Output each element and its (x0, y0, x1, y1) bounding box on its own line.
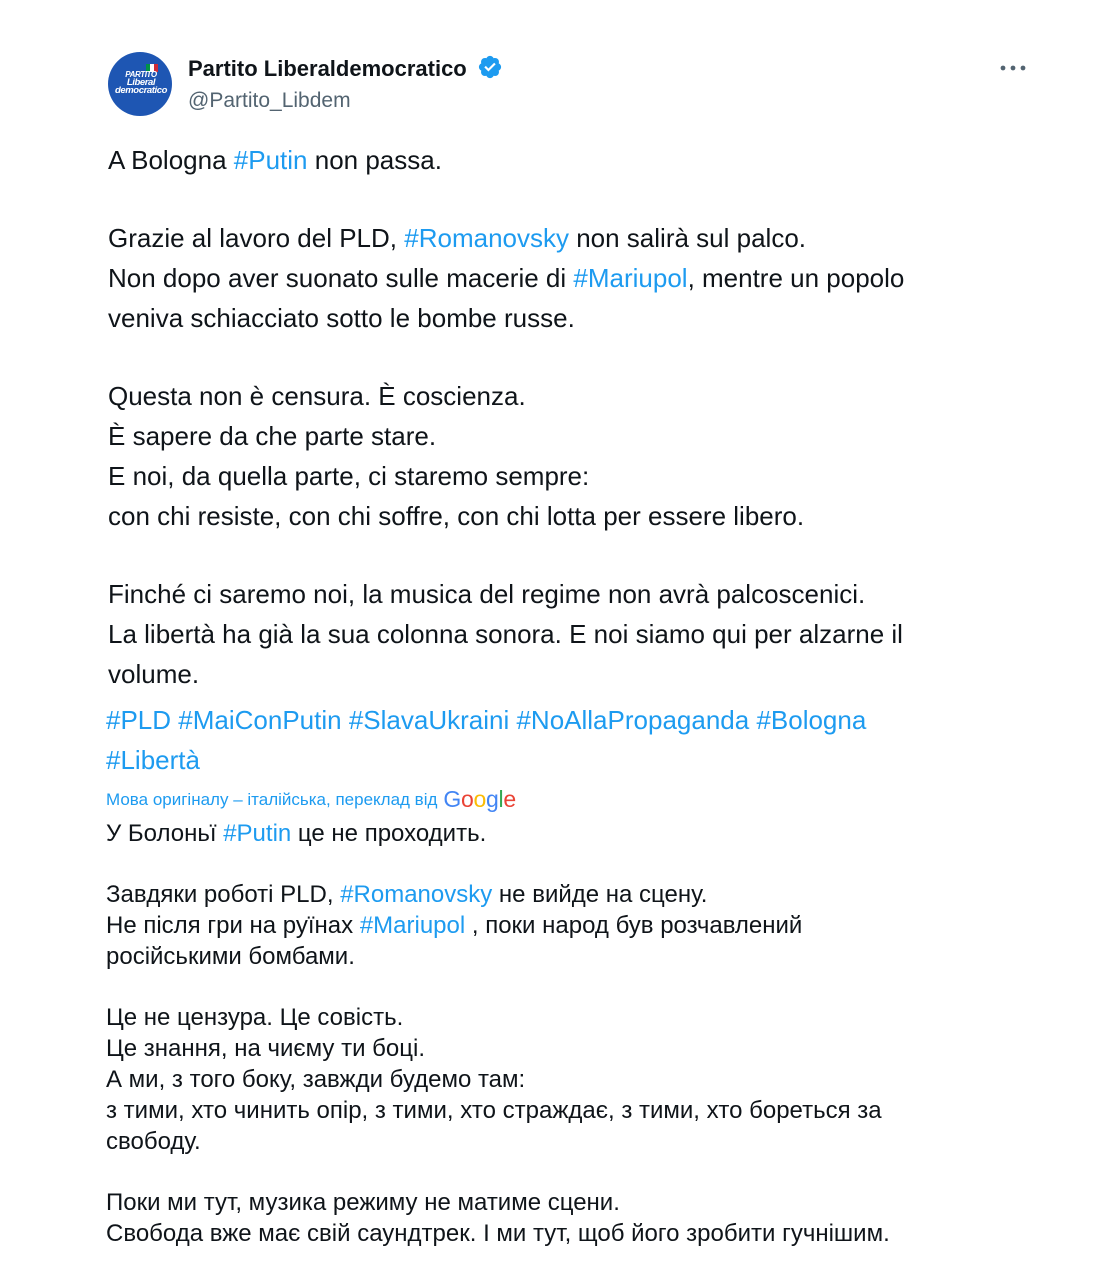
hashtag-link[interactable]: #PLD (106, 705, 172, 735)
tweet-paragraph (108, 574, 1068, 694)
text-segment: non passa. (307, 145, 442, 175)
translated-paragraph (106, 1002, 1086, 1157)
tweet-paragraph (108, 140, 1068, 180)
text-line (106, 700, 1066, 740)
author-name-link[interactable] (188, 54, 503, 84)
author-info (188, 54, 503, 116)
avatar[interactable] (108, 52, 172, 116)
text-line: Questa non è censura. È coscienza. (108, 381, 526, 411)
text-line: La libertà ha già la sua colonna sonora. E noi siamo qui per alzarne il (108, 619, 903, 649)
text-line (108, 218, 1068, 258)
google-letter: g (486, 786, 499, 812)
verified-badge-icon (477, 54, 503, 80)
tweet-header (108, 52, 1073, 116)
google-logo[interactable] (443, 786, 515, 812)
text-segment: У Болоньї (106, 820, 224, 847)
google-letter: o (473, 786, 486, 812)
avatar-logo-text (113, 71, 169, 95)
translated-paragraph (106, 818, 1086, 849)
translated-paragraph (106, 1187, 1086, 1249)
hashtag-list (106, 700, 1066, 780)
google-letter: o (461, 786, 474, 812)
hashtag-link[interactable]: #Libertà (106, 745, 200, 775)
hashtag-link[interactable]: #Mariupol (573, 263, 688, 293)
text-line (106, 740, 1066, 780)
tweet-text (108, 140, 1068, 694)
text-segment: Завдяки роботі PLD, (106, 881, 341, 908)
text-segment: , mentre un popolo (687, 263, 905, 293)
hashtag-link[interactable]: #Putin (233, 145, 308, 175)
hashtag-link[interactable]: #Putin (223, 820, 292, 847)
translation-attribution (106, 784, 516, 814)
text-segment: non salirà sul palco. (568, 223, 807, 253)
google-letter: l (498, 786, 504, 812)
hashtag-link[interactable]: #MaiConPutin (178, 705, 342, 735)
hashtag-link[interactable]: #NoAllaPropaganda (516, 705, 750, 735)
author-handle[interactable]: @Partito_Libdem (188, 89, 351, 112)
text-line: Finché ci saremo noi, la musica del regime non avrà palcoscenici. (108, 579, 866, 609)
hashtag-link[interactable]: #Bologna (756, 705, 867, 735)
text-segment: це не проходить. (291, 820, 487, 847)
avatar-text-line: PARTITO (125, 70, 157, 79)
text-line: з тими, хто чинить опір, з тими, хто страждає, з тими, хто бореться за (106, 1097, 882, 1124)
text-segment: A Bologna (108, 145, 234, 175)
text-line: volume. (108, 659, 200, 689)
translated-text (106, 818, 1086, 1249)
text-line (106, 818, 1086, 849)
text-line (106, 910, 1086, 941)
text-line (108, 140, 1068, 180)
tweet-paragraph (108, 218, 1068, 338)
text-segment: Grazie al lavoro del PLD, (108, 223, 405, 253)
text-line: Свобода вже має свій саундтрек. І ми тут, щоб його зробити гучнішим. (106, 1220, 890, 1247)
text-line: Поки ми тут, музика режиму не матиме сцени. (106, 1189, 620, 1216)
more-options-icon[interactable] (997, 58, 1029, 78)
text-line: veniva schiacciato sotto le bombe russe. (108, 303, 575, 333)
text-line: свободу. (106, 1128, 201, 1155)
text-segment: Не після гри на руїнах (106, 912, 360, 939)
text-line: E noi, da quella parte, ci staremo sempre: (108, 461, 590, 491)
google-letter: e (503, 786, 516, 812)
text-line (106, 879, 1086, 910)
avatar-text-line: democratico (114, 85, 168, 96)
hashtag-link[interactable]: #SlavaUkraini (348, 705, 510, 735)
translation-note-text[interactable]: Мова оригіналу – італійська, переклад від (106, 790, 438, 809)
hashtag-link[interactable]: #Romanovsky (340, 881, 493, 908)
hashtag-link[interactable]: #Mariupol (359, 912, 466, 939)
text-line: А ми, з того боку, завжди будемо там: (106, 1066, 526, 1093)
tweet-paragraph (108, 376, 1068, 536)
translated-paragraph (106, 879, 1086, 972)
text-line: È sapere da che parte stare. (108, 421, 437, 451)
text-line: російськими бомбами. (106, 943, 355, 970)
text-segment: , поки народ був розчавлений (465, 912, 803, 939)
text-line (108, 258, 1068, 298)
avatar-text-line: Liberal (126, 77, 156, 88)
text-segment: не вийде на сцену. (492, 881, 708, 908)
text-line: Це не цензура. Це совість. (106, 1004, 404, 1031)
text-line: Це знання, на чиєму ти боці. (106, 1035, 425, 1062)
google-letter: G (443, 786, 461, 812)
hashtag-link[interactable]: #Romanovsky (404, 223, 569, 253)
author-name: Partito Liberaldemocratico (188, 56, 467, 81)
text-line: con chi resiste, con chi soffre, con chi lotta per essere libero. (108, 501, 805, 531)
text-segment: Non dopo aver suonato sulle macerie di (108, 263, 574, 293)
